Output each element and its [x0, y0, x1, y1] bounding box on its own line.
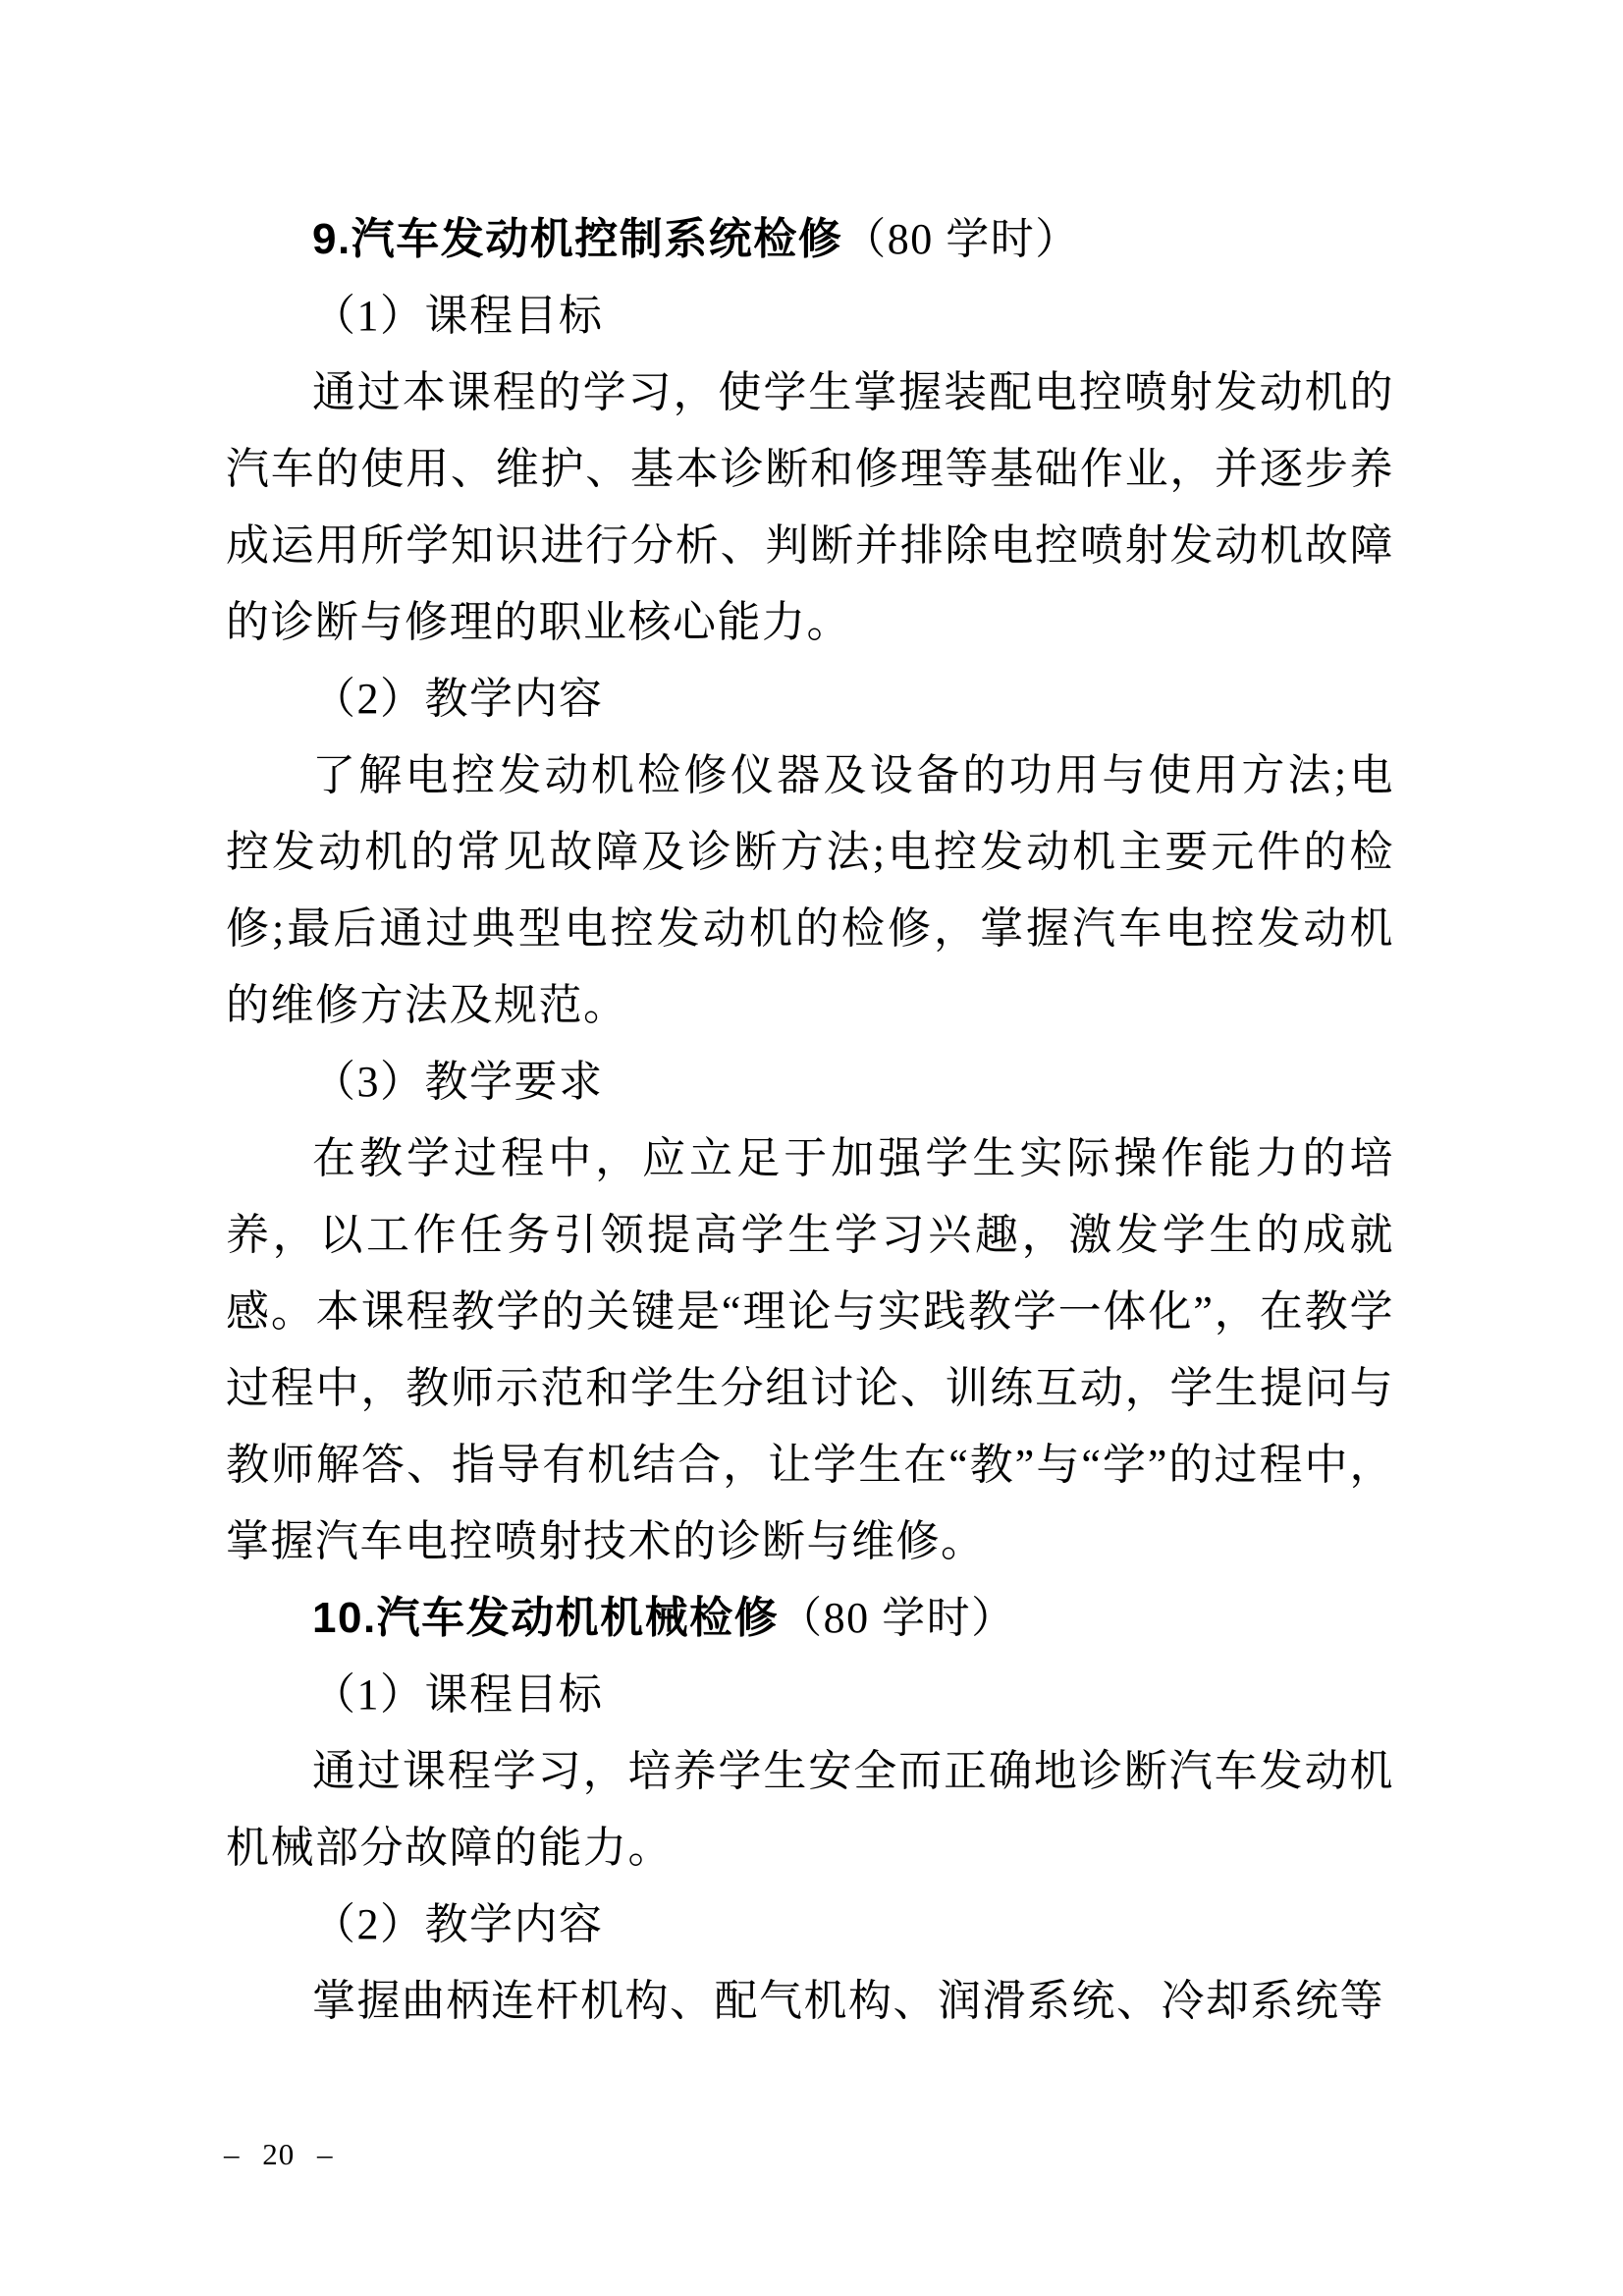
- page-number: – 20 –: [224, 2137, 334, 2171]
- section-10-heading-hours: （80 学时）: [779, 1594, 1016, 1642]
- section-10-heading-title: 10.汽车发动机机械检修: [312, 1594, 780, 1642]
- section-9-teaching-content-label: （2）教学内容: [312, 675, 604, 723]
- section-9-course-objective-paragraph: 通过本课程的学习，使学生掌握装配电控喷射发动机的汽车的使用、维护、基本诊断和修理等基础作业，并逐步养成运用所学知识进行分析、判断并排除电控喷射发动机故障的诊断与修理的职业核心能力。: [226, 368, 1394, 646]
- section-10-teaching-content-label: （2）教学内容: [312, 1900, 604, 1948]
- section-10-teaching-content-paragraph: 掌握曲柄连杆机构、配气机构、润滑系统、冷却系统等: [312, 1977, 1384, 2025]
- page-content: [226, 201, 1394, 2040]
- section-9-teaching-requirements-label: （3）教学要求: [312, 1058, 604, 1106]
- section-9-teaching-content-paragraph: 了解电控发动机检修仪器及设备的功用与使用方法;电控发动机的常见故障及诊断方法;电控发动机主要元件的检修;最后通过典型电控发动机的检修，掌握汽车电控发动机的维修方法及规范。: [226, 751, 1394, 1029]
- section-9-heading-hours: （80 学时）: [842, 215, 1080, 263]
- section-9-heading: [226, 201, 1394, 278]
- section-9-course-objective-label: （1）课程目标: [312, 292, 604, 340]
- section-10-course-objective-label: （1）课程目标: [312, 1670, 604, 1719]
- section-9-heading-title: 9.汽车发动机控制系统检修: [312, 215, 843, 263]
- section-9-teaching-requirements-paragraph: 在教学过程中，应立足于加强学生实际操作能力的培养，以工作任务引领提高学生学习兴趣，激发学生的成就感。本课程教学的关键是“理论与实践教学一体化”，在教学过程中，教师示范和学生分组讨论、训练互动，学生提问与教师解答、指导有机结合，让学生在“教”与“学”的过程中，掌握汽车电控喷射技术的诊断与维修。: [226, 1134, 1394, 1565]
- section-10-heading: [226, 1580, 1394, 1657]
- section-10-course-objective-paragraph: 通过课程学习，培养学生安全而正确地诊断汽车发动机机械部分故障的能力。: [226, 1747, 1394, 1872]
